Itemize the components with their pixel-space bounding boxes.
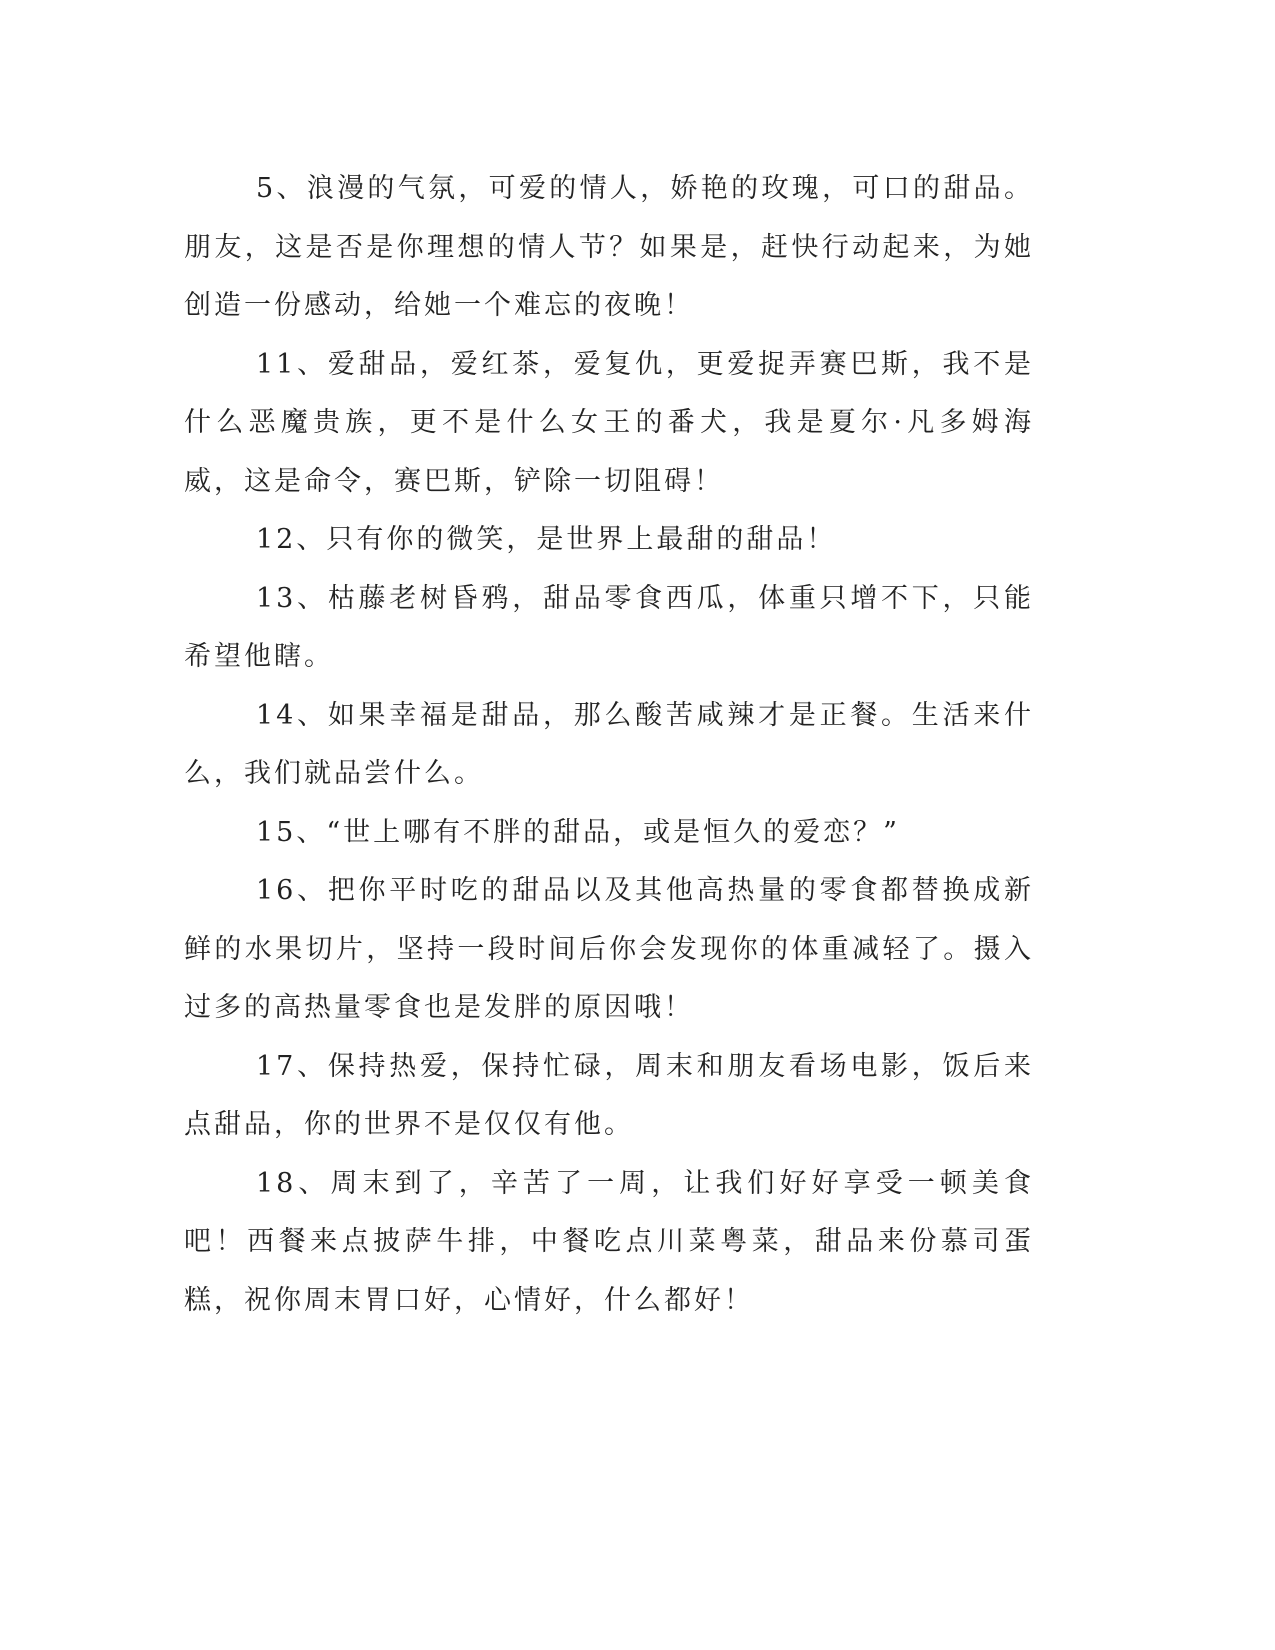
document-body [184,160,1034,1330]
paragraph-5: 5、浪漫的气氛，可爱的情人，娇艳的玫瑰，可口的甜品。朋友，这是否是你理想的情人节？如果是，赶快行动起来，为她创造一份感动，给她一个难忘的夜晚！ [184,173,1034,321]
paragraph-17: 17、保持热爱，保持忙碌，周末和朋友看场电影，饭后来点甜品，你的世界不是仅仅有他。 [184,1050,1034,1140]
paragraph-18: 18、周末到了，辛苦了一周，让我们好好享受一顿美食吧！西餐来点披萨牛排，中餐吃点川菜粤菜，甜品来份慕司蛋糕，祝你周末胃口好，心情好，什么都好！ [184,1167,1034,1316]
paragraph-13: 13、枯藤老树昏鸦，甜品零食西瓜，体重只增不下，只能希望他瞎。 [184,582,1034,672]
paragraph-16: 16、把你平时吃的甜品以及其他高热量的零食都替换成新鲜的水果切片，坚持一段时间后你会发现你的体重减轻了。摄入过多的高热量零食也是发胖的原因哦！ [184,875,1034,1023]
paragraph-12: 12、只有你的微笑，是世界上最甜的甜品！ [256,524,837,555]
paragraph-15: 15、“世上哪有不胖的甜品，或是恒久的爱恋？” [256,816,900,848]
paragraph-11: 11、爱甜品，爱红茶，爱复仇，更爱捉弄赛巴斯，我不是什么恶魔贵族，更不是什么女王的番犬，我是夏尔·凡多姆海威，这是命令，赛巴斯，铲除一切阻碍！ [184,348,1034,497]
paragraph-14: 14、如果幸福是甜品，那么酸苦咸辣才是正餐。生活来什么，我们就品尝什么。 [184,699,1034,789]
